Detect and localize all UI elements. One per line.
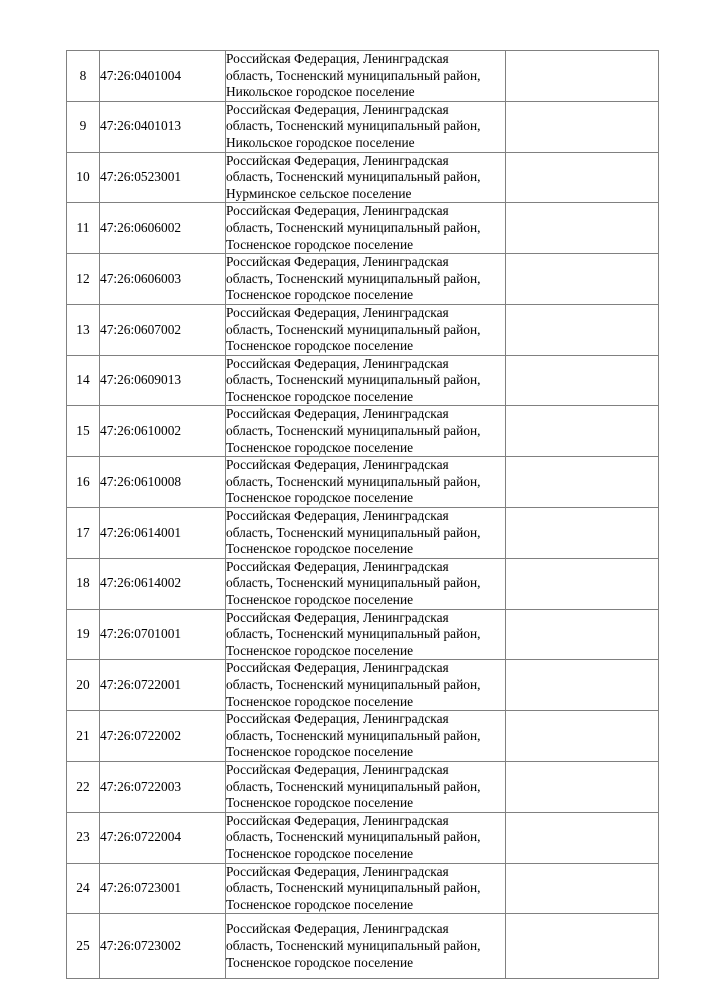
location-line: Российская Федерация, Ленинградская <box>226 457 449 473</box>
cadastral-number-cell: 47:26:0523001 <box>100 152 226 203</box>
cadastral-number-cell: 47:26:0723002 <box>100 914 226 979</box>
empty-cell <box>506 914 659 979</box>
empty-cell <box>506 609 659 660</box>
location-cell <box>226 457 506 508</box>
location-line: область, Тосненский муниципальный район, <box>226 270 481 286</box>
location-cell <box>226 863 506 914</box>
cadastral-number-cell: 47:26:0610008 <box>100 457 226 508</box>
location-cell <box>226 660 506 711</box>
table-row <box>67 863 659 914</box>
location-cell <box>226 254 506 305</box>
cadastral-number-cell: 47:26:0722003 <box>100 761 226 812</box>
row-number-cell: 17 <box>67 508 100 559</box>
row-number-cell: 9 <box>67 101 100 152</box>
location-line: Российская Федерация, Ленинградская <box>226 660 449 676</box>
location-line: Тосненское городское поселение <box>226 642 414 658</box>
location-line: область, Тосненский муниципальный район, <box>226 575 481 591</box>
table-row <box>67 406 659 457</box>
cadastral-number-cell: 47:26:0610002 <box>100 406 226 457</box>
row-number-cell: 18 <box>67 558 100 609</box>
row-number-cell: 21 <box>67 711 100 762</box>
cadastral-number-cell: 47:26:0401004 <box>100 51 226 102</box>
cadastral-number-cell: 47:26:0723001 <box>100 863 226 914</box>
row-number-cell: 11 <box>67 203 100 254</box>
location-line: область, Тосненский муниципальный район, <box>226 321 481 337</box>
location-line: Тосненское городское поселение <box>226 845 414 861</box>
location-cell <box>226 812 506 863</box>
location-cell <box>226 711 506 762</box>
location-line: Тосненское городское поселение <box>226 896 414 912</box>
table-row <box>67 254 659 305</box>
location-line: область, Тосненский муниципальный район, <box>226 937 481 953</box>
table-row <box>67 812 659 863</box>
table-row <box>67 711 659 762</box>
location-line: область, Тосненский муниципальный район, <box>226 727 481 743</box>
location-line: Российская Федерация, Ленинградская <box>226 51 449 66</box>
location-line: область, Тосненский муниципальный район, <box>226 676 481 692</box>
location-line: Российская Федерация, Ленинградская <box>226 101 449 117</box>
location-line: Тосненское городское поселение <box>226 287 414 303</box>
location-line: Тосненское городское поселение <box>226 592 414 607</box>
location-line: Тосненское городское поселение <box>226 388 414 404</box>
row-number-cell: 24 <box>67 863 100 914</box>
cadastral-number-cell: 47:26:0614001 <box>100 508 226 559</box>
location-line: Российская Федерация, Ленинградская <box>226 921 449 937</box>
location-line: Российская Федерация, Ленинградская <box>226 711 449 727</box>
row-number-cell: 8 <box>67 51 100 102</box>
location-cell <box>226 761 506 812</box>
cadastral-number-cell: 47:26:0701001 <box>100 609 226 660</box>
table-row <box>67 152 659 203</box>
table-row <box>67 304 659 355</box>
row-number-cell: 14 <box>67 355 100 406</box>
row-number-cell: 16 <box>67 457 100 508</box>
location-cell <box>226 914 506 979</box>
location-line: область, Тосненский муниципальный район, <box>226 880 481 896</box>
empty-cell <box>506 101 659 152</box>
location-line: Никольское городское поселение <box>226 84 415 100</box>
row-number-cell: 19 <box>67 609 100 660</box>
location-line: Тосненское городское поселение <box>226 439 414 455</box>
table-row <box>67 457 659 508</box>
location-line: Тосненское городское поселение <box>226 693 414 709</box>
location-line: Российская Федерация, Ленинградская <box>226 203 449 219</box>
empty-cell <box>506 51 659 102</box>
location-line: область, Тосненский муниципальный район, <box>226 626 481 642</box>
row-number-cell: 10 <box>67 152 100 203</box>
location-cell <box>226 203 506 254</box>
location-line: Российская Федерация, Ленинградская <box>226 761 449 777</box>
cadastral-quarters-table <box>66 50 659 979</box>
table-row <box>67 203 659 254</box>
row-number-cell: 22 <box>67 761 100 812</box>
table-row <box>67 101 659 152</box>
location-line: область, Тосненский муниципальный район, <box>226 524 481 540</box>
row-number-cell: 20 <box>67 660 100 711</box>
empty-cell <box>506 457 659 508</box>
cadastral-number-cell: 47:26:0722002 <box>100 711 226 762</box>
cadastral-number-cell: 47:26:0614002 <box>100 558 226 609</box>
table-body <box>67 51 659 979</box>
location-line: Никольское городское поселение <box>226 134 415 150</box>
table-row <box>67 914 659 979</box>
cadastral-number-cell: 47:26:0607002 <box>100 304 226 355</box>
location-line: Российская Федерация, Ленинградская <box>226 406 449 422</box>
row-number-cell: 12 <box>67 254 100 305</box>
empty-cell <box>506 254 659 305</box>
cadastral-number-cell: 47:26:0722004 <box>100 812 226 863</box>
empty-cell <box>506 508 659 559</box>
empty-cell <box>506 761 659 812</box>
location-line: Российская Федерация, Ленинградская <box>226 558 449 574</box>
location-cell <box>226 152 506 203</box>
cadastral-number-cell: 47:26:0606002 <box>100 203 226 254</box>
table-row <box>67 609 659 660</box>
location-line: область, Тосненский муниципальный район, <box>226 67 481 83</box>
location-line: Российская Федерация, Ленинградская <box>226 254 449 270</box>
empty-cell <box>506 812 659 863</box>
empty-cell <box>506 406 659 457</box>
empty-cell <box>506 660 659 711</box>
location-cell <box>226 406 506 457</box>
location-line: Тосненское городское поселение <box>226 338 414 354</box>
location-line: область, Тосненский муниципальный район, <box>226 423 481 439</box>
location-cell <box>226 508 506 559</box>
location-line: область, Тосненский муниципальный район, <box>226 778 481 794</box>
location-line: Тосненское городское поселение <box>226 954 414 970</box>
table-row <box>67 558 659 609</box>
location-cell <box>226 304 506 355</box>
location-line: Тосненское городское поселение <box>226 490 414 506</box>
location-cell <box>226 51 506 102</box>
location-line: Российская Федерация, Ленинградская <box>226 152 449 168</box>
location-line: область, Тосненский муниципальный район, <box>226 372 481 388</box>
table-row <box>67 508 659 559</box>
location-cell <box>226 355 506 406</box>
location-line: область, Тосненский муниципальный район, <box>226 473 481 489</box>
location-line: Тосненское городское поселение <box>226 541 414 557</box>
location-line: Российская Федерация, Ленинградская <box>226 355 449 371</box>
cadastral-number-cell: 47:26:0722001 <box>100 660 226 711</box>
cadastral-number-cell: 47:26:0606003 <box>100 254 226 305</box>
row-number-cell: 15 <box>67 406 100 457</box>
location-line: Тосненское городское поселение <box>226 236 414 252</box>
location-line: Тосненское городское поселение <box>226 744 414 760</box>
empty-cell <box>506 558 659 609</box>
table-row <box>67 51 659 102</box>
table-row <box>67 660 659 711</box>
location-line: Российская Федерация, Ленинградская <box>226 609 449 625</box>
location-line: Российская Федерация, Ленинградская <box>226 863 449 879</box>
location-line: область, Тосненский муниципальный район, <box>226 219 481 235</box>
cadastral-number-cell: 47:26:0609013 <box>100 355 226 406</box>
location-line: область, Тосненский муниципальный район, <box>226 829 481 845</box>
location-line: Тосненское городское поселение <box>226 795 414 811</box>
row-number-cell: 25 <box>67 914 100 979</box>
empty-cell <box>506 355 659 406</box>
location-line: Российская Федерация, Ленинградская <box>226 304 449 320</box>
location-cell <box>226 609 506 660</box>
table-row <box>67 761 659 812</box>
location-cell <box>226 558 506 609</box>
location-line: Нурминское сельское поселение <box>226 185 412 201</box>
location-line: область, Тосненский муниципальный район, <box>226 118 481 134</box>
empty-cell <box>506 203 659 254</box>
empty-cell <box>506 152 659 203</box>
row-number-cell: 23 <box>67 812 100 863</box>
empty-cell <box>506 711 659 762</box>
location-line: Российская Федерация, Ленинградская <box>226 508 449 524</box>
cadastral-number-cell: 47:26:0401013 <box>100 101 226 152</box>
location-line: область, Тосненский муниципальный район, <box>226 169 481 185</box>
empty-cell <box>506 863 659 914</box>
row-number-cell: 13 <box>67 304 100 355</box>
location-cell <box>226 101 506 152</box>
table-row <box>67 355 659 406</box>
location-line: Российская Федерация, Ленинградская <box>226 812 449 828</box>
empty-cell <box>506 304 659 355</box>
